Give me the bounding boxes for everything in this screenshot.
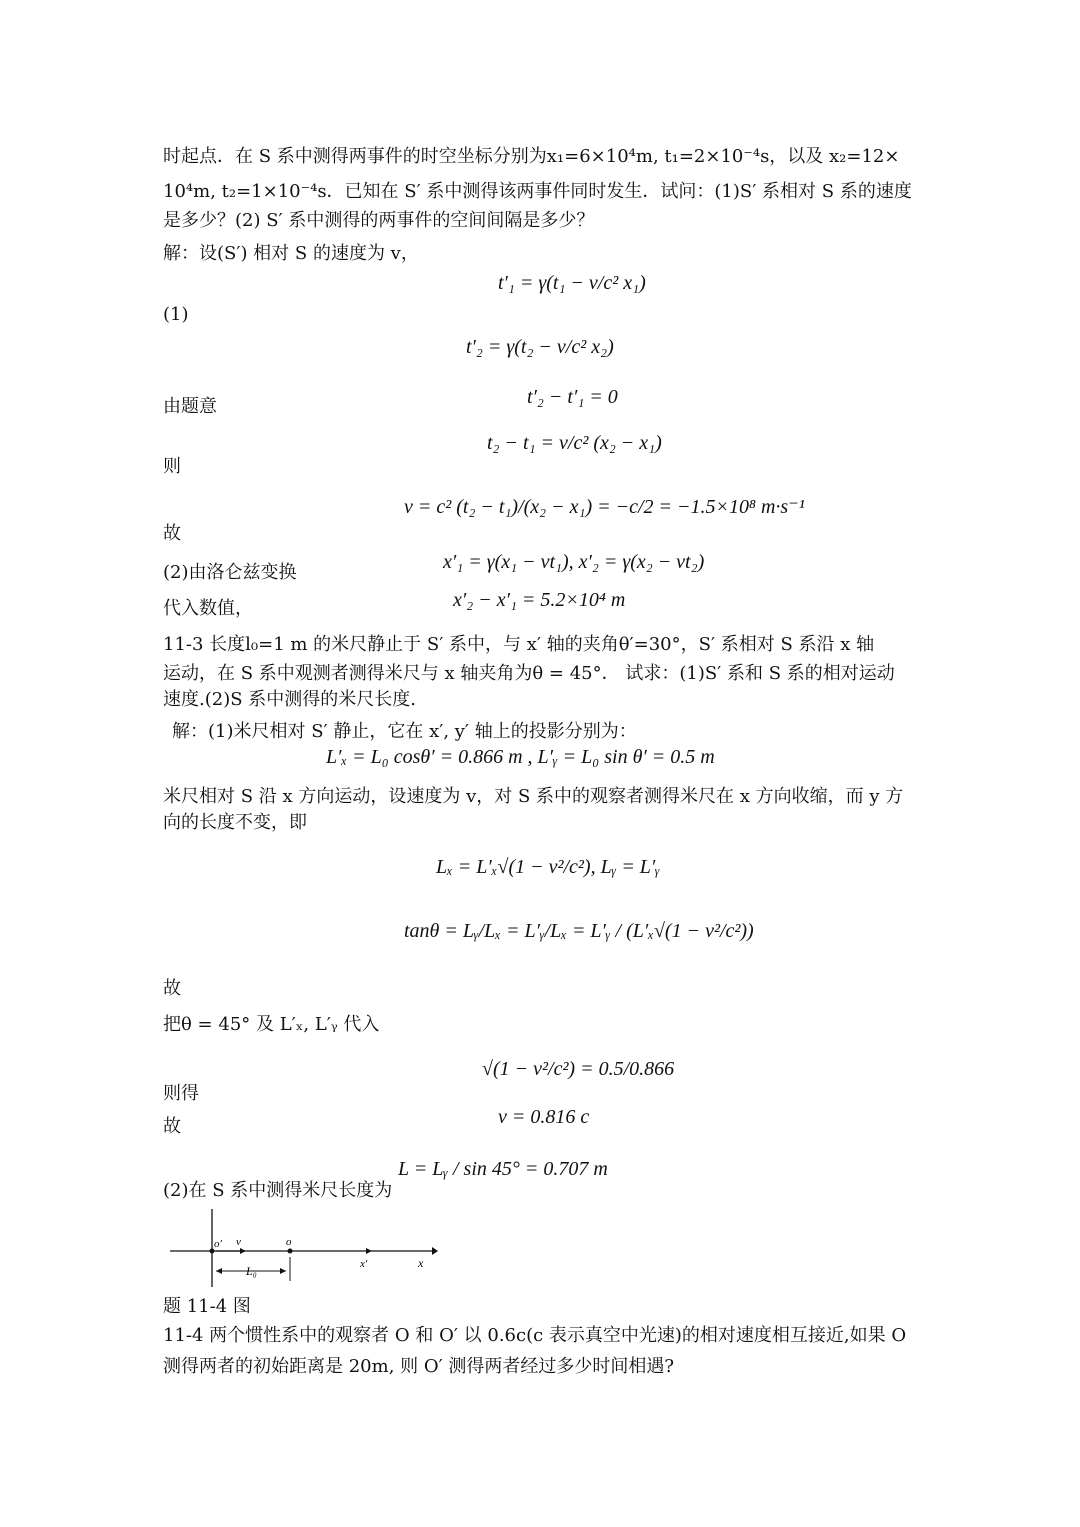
equation-contraction: Lₓ = L′ₓ√(1 − v²/c²), Lᵧ = L′ᵧ xyxy=(436,856,660,878)
problem-text-line: 10⁴m, t₂=1×10⁻⁴s．已知在 S′ 系中测得该两事件同时发生．试问：(1)S′ 系相对 S 系的速度 xyxy=(163,181,912,202)
problem-text-line: 11-3 长度l₀=1 m 的米尺静止于 S′ 系中，与 x′ 轴的夹角θ′=30°，S′ 系相对 S 系沿 x 轴 xyxy=(163,634,875,655)
velocity-arrowhead xyxy=(240,1248,246,1254)
step-label: 则得 xyxy=(163,1083,199,1104)
equation-velocity-result: v = 0.816 c xyxy=(498,1106,590,1128)
solution-line: 向的长度不变，即 xyxy=(163,812,307,833)
step-label: 则 xyxy=(163,456,181,477)
origin-o-dot xyxy=(288,1249,293,1254)
equation-velocity: v = c² (t₂ − t₁)/(x₂ − x₁) = −c/2 = −1.5×10⁸ m·s⁻¹ xyxy=(404,496,805,518)
problem-text-line: 运动，在 S 系中观测者测得米尺与 x 轴夹角为θ = 45°． 试求：(1)S′ 系和 S 系的相对运动 xyxy=(163,663,895,684)
label-l0: L₀ xyxy=(246,1264,257,1278)
label-o-prime: o′ xyxy=(214,1238,222,1250)
step-label: 故 xyxy=(163,978,181,999)
label-x: x xyxy=(418,1256,424,1270)
problem-text-line: 测得两者的初始距离是 20m, 则 O′ 测得两者经过多少时间相遇? xyxy=(163,1356,675,1377)
problem-text-line: 时起点．在 S 系中测得两事件的时空坐标分别为x₁=6×10⁴m, t₁=2×10⁻⁴s，以及 x₂=12× xyxy=(163,146,900,167)
equation-projections: L′ₓ = L₀ cosθ′ = 0.866 m , L′ᵧ = L₀ sin θ′ = 0.5 m xyxy=(326,746,715,768)
equation-t2-prime: t′₂ = γ(t₂ − v/c² x₂) xyxy=(466,336,614,358)
step-label: 把θ = 45° 及 L′ₓ, L′ᵧ 代入 xyxy=(163,1014,380,1035)
step-label: (2)在 S 系中测得米尺长度为 xyxy=(163,1180,393,1201)
l0-arrow-left xyxy=(216,1268,222,1274)
l0-arrow-right xyxy=(280,1268,286,1274)
label-o: o xyxy=(286,1236,292,1248)
step-label: 故 xyxy=(163,1116,181,1137)
solution-line: 解：(1)米尺相对 S′ 静止，它在 x′, y′ 轴上的投影分别为： xyxy=(172,721,637,742)
step-label: 代入数值， xyxy=(163,598,253,619)
x-axis-arrow xyxy=(432,1247,438,1255)
step-label: 由题意 xyxy=(163,396,217,417)
solution-line: 米尺相对 S 沿 x 方向运动，设速度为 v，对 S 系中的观察者测得米尺在 x 方向收缩，而 y 方 xyxy=(163,786,904,807)
solution-intro: 解：设(S′) 相对 S 的速度为 v， xyxy=(163,243,419,264)
equation-tangent: tanθ = Lᵧ/Lₓ = L′ᵧ/Lₓ = L′ᵧ / (L′ₓ√(1 − v²/c²)) xyxy=(404,920,754,942)
figure-11-4 xyxy=(160,1205,440,1290)
equation-lorentz: x′₁ = γ(x₁ − vt₁), x′₂ = γ(x₂ − vt₂) xyxy=(443,551,705,573)
label-v: v xyxy=(236,1236,241,1248)
problem-text-line: 速度.(2)S 系中测得的米尺长度. xyxy=(163,689,416,710)
problem-text-line: 11-4 两个惯性系中的观察者 O 和 O′ 以 0.6c(c 表示真空中光速)的相对速度相互接近,如果 O xyxy=(163,1325,907,1346)
equation-sqrt: √(1 − v²/c²) = 0.5/0.866 xyxy=(482,1058,675,1080)
step-label: (2)由洛仑兹变换 xyxy=(163,562,297,583)
label-x-prime: x′ xyxy=(360,1258,368,1270)
equation-t1-prime: t′₁ = γ(t₁ − v/c² x₁) xyxy=(498,272,646,294)
step-label: (1) xyxy=(163,304,189,325)
step-label: 故 xyxy=(163,523,181,544)
equation-relation: t₂ − t₁ = v/c² (x₂ − x₁) xyxy=(487,432,662,454)
problem-text-line: 是多少？(2) S′ 系中测得的两事件的空间间隔是多少？ xyxy=(163,210,595,231)
equation-simultaneous: t′₂ − t′₁ = 0 xyxy=(527,386,618,408)
equation-length: L = Lᵧ / sin 45° = 0.707 m xyxy=(398,1158,608,1180)
equation-separation: x′₂ − x′₁ = 5.2×10⁴ m xyxy=(453,589,626,611)
x-prime-arrow xyxy=(366,1248,372,1254)
figure-caption: 题 11-4 图 xyxy=(163,1296,251,1317)
